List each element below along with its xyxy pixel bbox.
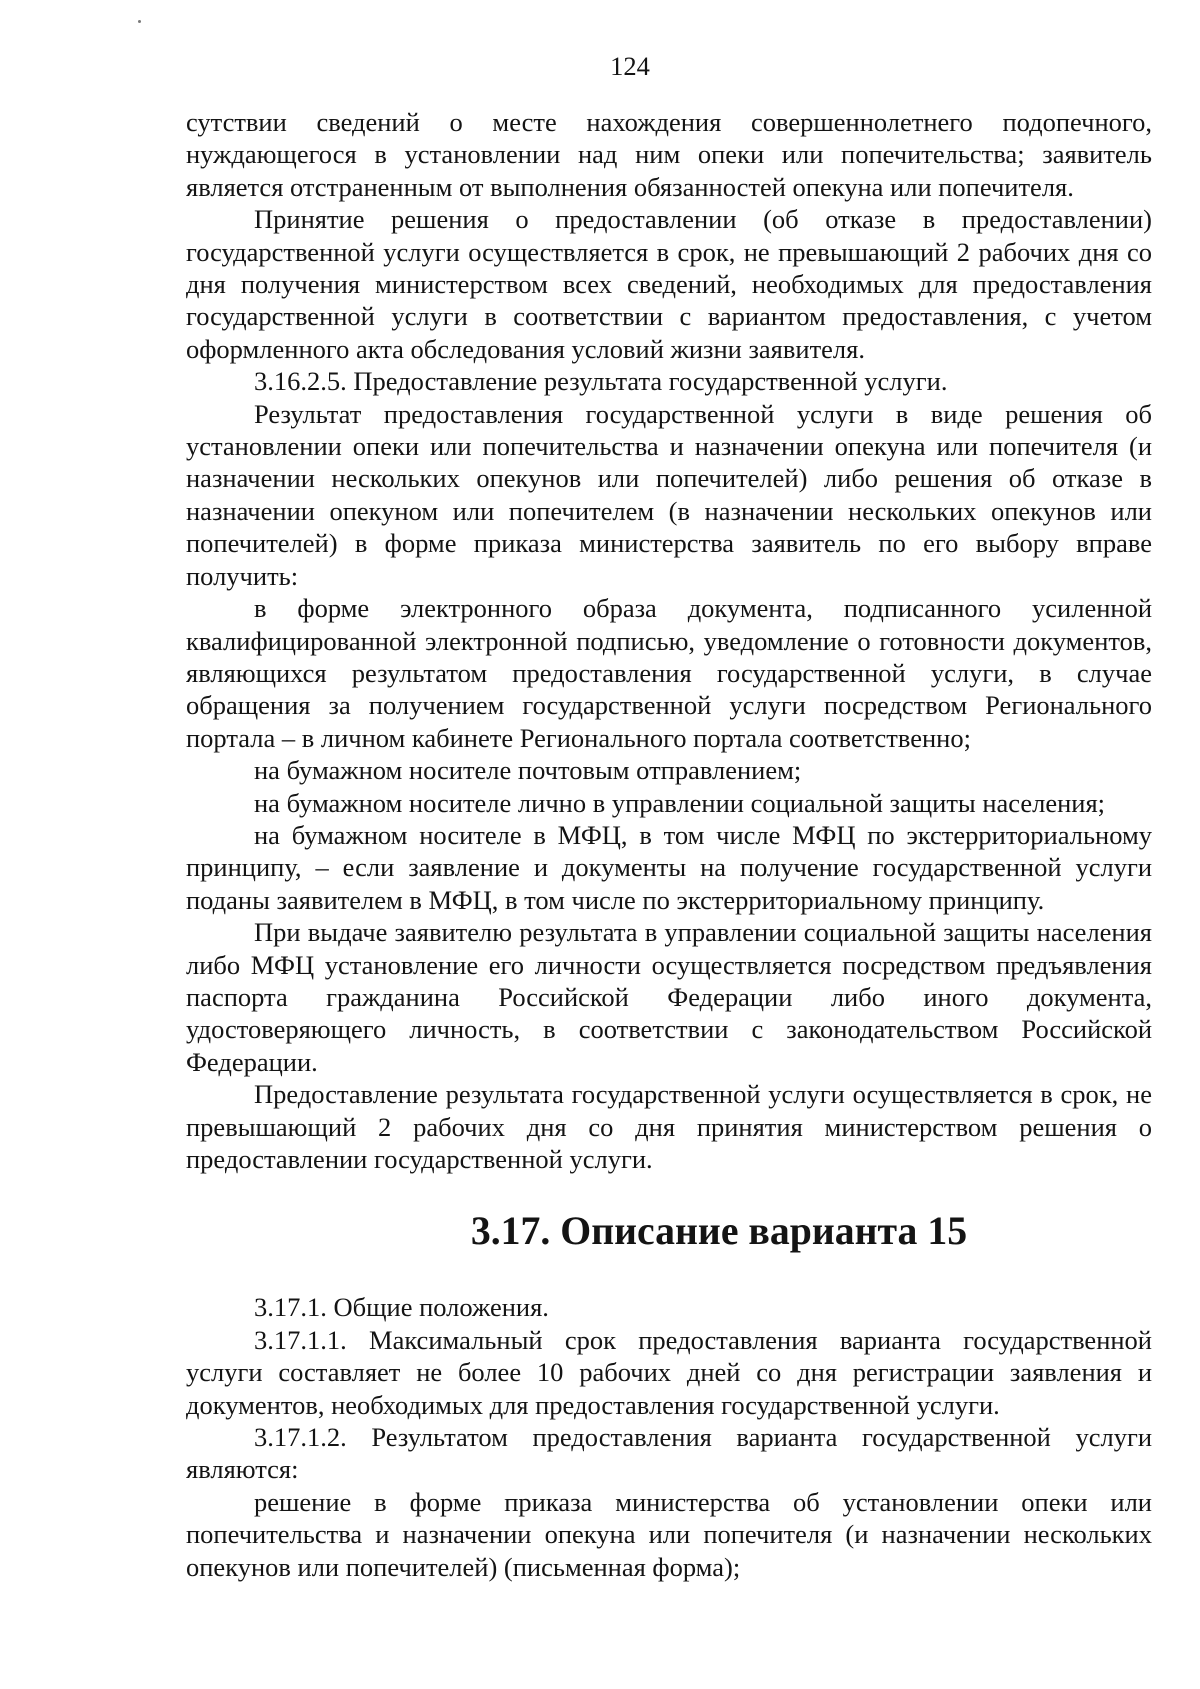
scan-speck bbox=[138, 20, 141, 23]
paragraph-decision-term: Принятие решения о предоставлении (об отказе в предоставлении) государственной услуги осуществляется в срок, не превышающий 2 рабочих дня со дня получения министерством всех сведений, необходимых для предоставления государственной услуги в соответствии с вариантом предоставления, с учетом оформленного акта обследования условий жизни заявителя. bbox=[186, 204, 1152, 364]
list-item-decision: решение в форме приказа министерства об установлении опеки или попечительства и назначении опекуна или попечителя (и назначении нескольких опекунов или попечителей) (письменная форма); bbox=[186, 1486, 1152, 1582]
list-item-mail: на бумажном носителе почтовым отправлением; bbox=[254, 755, 802, 786]
paragraph-continuation: сутствии сведений о месте нахождения совершеннолетнего подопечного, нуждающегося в установлении над ним опеки или попечительства; заявитель является отстраненным от выполнения обязанностей опекуна или попечителя. bbox=[186, 107, 1152, 202]
list-item-electronic: в форме электронного образа документа, подписанного усиленной квалифицированной электронной подписью, уведомление о готовности документов, являющихся результатом предоставления государственной услуги, в случае обращения за получением государственной услуги посредством Регионального портала – в личном кабинете Регионального портала соответственно; bbox=[186, 593, 1152, 753]
page-number: 124 bbox=[610, 51, 650, 81]
list-item-mfc: на бумажном носителе в МФЦ, в том числе МФЦ по экстерриториальному принципу, – если заявление и документы на получение государственной услуги поданы заявителем в МФЦ, в том числе по экстерриториальному принципу. bbox=[186, 819, 1152, 915]
clause-3-16-2-5: 3.16.2.5. Предоставление результата государственной услуги. bbox=[254, 366, 948, 397]
clause-3-17-1-2: 3.17.1.2. Результатом предоставления варианта государственной услуги являются: bbox=[186, 1422, 1152, 1485]
section-heading: 3.17. Описание варианта 15 bbox=[470, 1209, 968, 1254]
clause-3-17-1-1: 3.17.1.1. Максимальный срок предоставления варианта государственной услуги составляет не более 10 рабочих дней со дня регистрации заявления и документов, необходимых для предоставления государственной услуги. bbox=[186, 1324, 1152, 1420]
list-item-in-person: на бумажном носителе лично в управлении социальной защиты населения; bbox=[254, 787, 1106, 818]
paragraph-result-term: Предоставление результата государственной услуги осуществляется в срок, не превышающий 2 рабочих дня со дня принятия министерством решения о предоставлении государственной услуги. bbox=[186, 1079, 1152, 1174]
paragraph-result-options: Результат предоставления государственной услуги в виде решения об установлении опеки или попечительства и назначении опекуна или попечителя (и назначении нескольких опекунов или попечителей) либо решения об отказе в назначении опекуном или попечителем (в назначении нескольких опекунов или попечителей) в форме приказа министерства заявитель по его выбору вправе получить: bbox=[186, 398, 1152, 591]
clause-3-17-1: 3.17.1. Общие положения. bbox=[254, 1292, 549, 1323]
document-body bbox=[186, 106, 1152, 1583]
paragraph-identity-check: При выдаче заявителю результата в управлении социальной защиты населения либо МФЦ установление его личности осуществляется посредством предъявления паспорта гражданина Российской Федерации либо иного документа, удостоверяющего личность, в соответствии с законодательством Российской Федерации. bbox=[186, 917, 1152, 1077]
